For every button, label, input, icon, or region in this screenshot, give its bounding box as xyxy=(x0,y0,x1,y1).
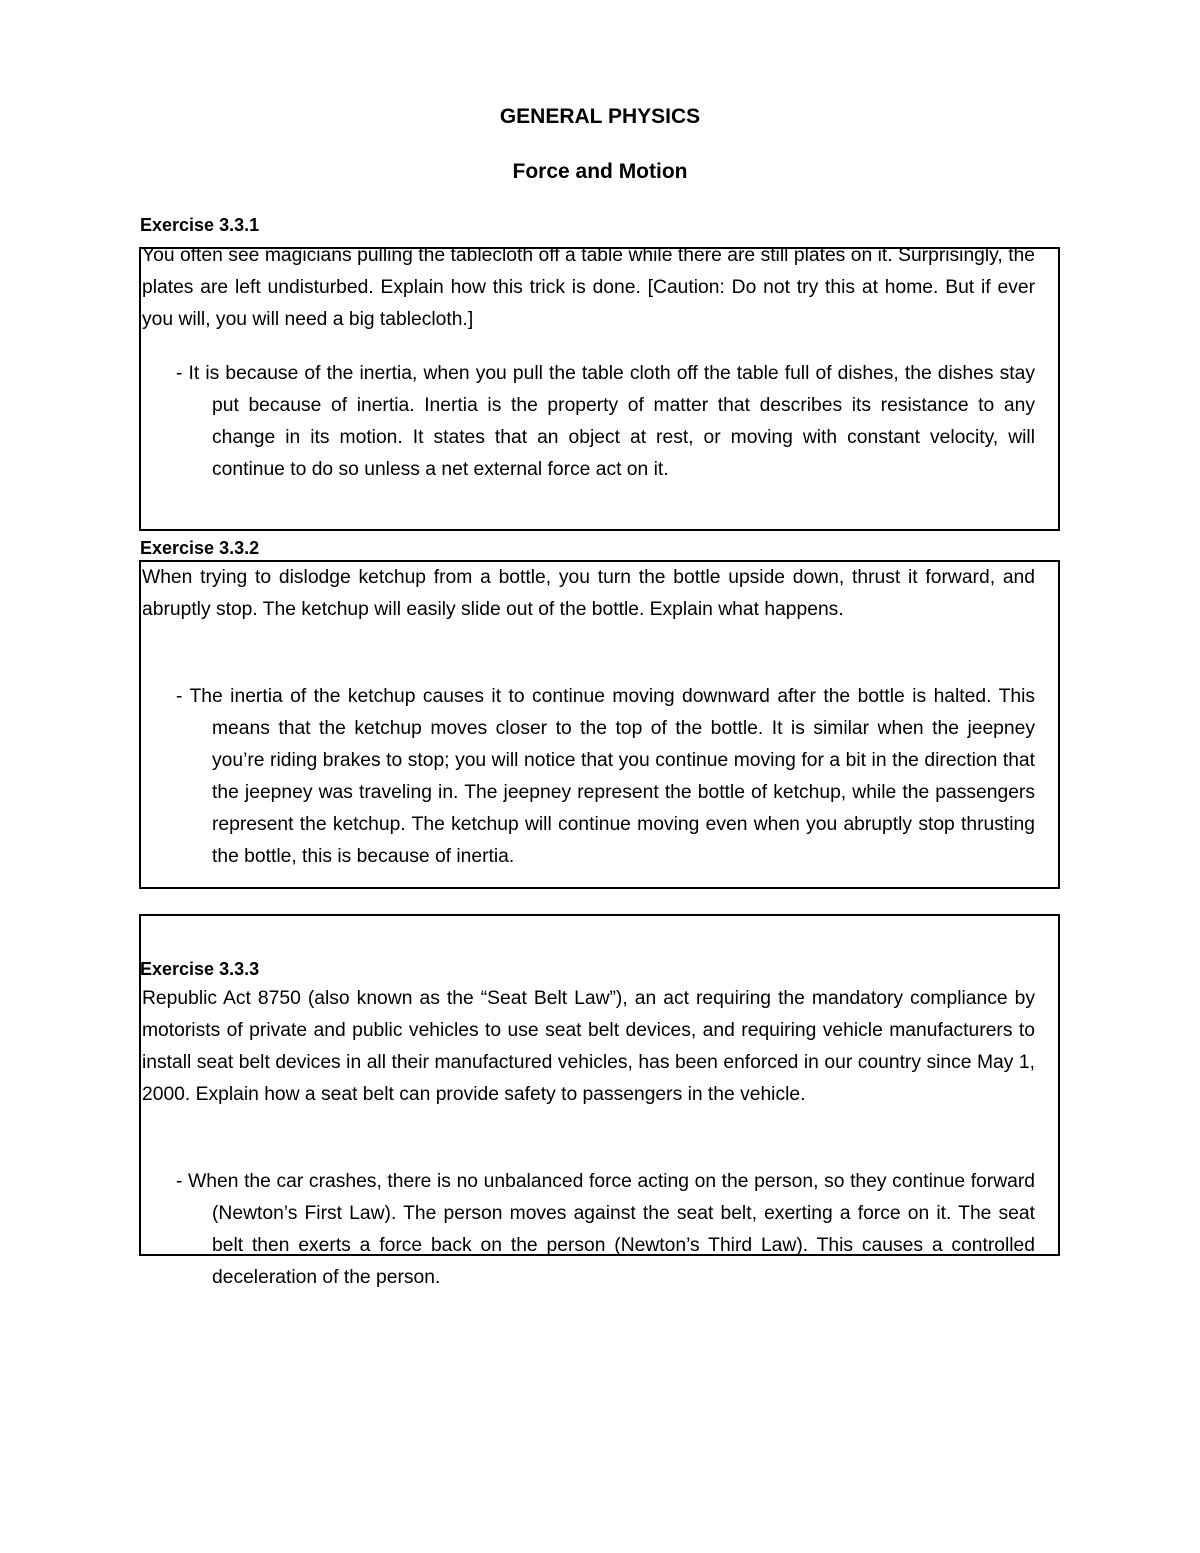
exercise-1-label: Exercise 3.3.1 xyxy=(140,215,260,235)
exercise-1-answer: - It is because of the inertia, when you pull the table cloth off the table full of dishes, the dishes stay put because of inertia. Inertia is the property of matter that describes its resistance to any change in its motion. It states that an object at rest, or moving with constant velocity, will continue to do so unless a net external force act on it. xyxy=(176,363,1035,480)
exercise-3-question: Republic Act 8750 (also known as the “Seat Belt Law”), an act requiring the mandatory compliance by motorists of private and public vehicles to use seat belt devices, and requiring vehicle manufacturers to install seat belt devices in all their manufactured vehicles, has been enforced in our country since May 1, 2000. Explain how a seat belt can provide safety to passengers in the vehicle. xyxy=(142,988,1035,1105)
exercise-2-label: Exercise 3.3.2 xyxy=(140,538,260,558)
exercise-2-answer: - The inertia of the ketchup causes it to continue moving downward after the bottle is halted. This means that the ketchup moves closer to the top of the bottle. It is similar when the jeepney you’re riding brakes to stop; you will notice that you continue moving for a bit in the direction that the jeepney was traveling in. The jeepney represent the bottle of ketchup, while the passengers represent the ketchup. The ketchup will continue moving even when you abruptly stop thrusting the bottle, this is because of inertia. xyxy=(176,686,1035,867)
exercise-3-label: Exercise 3.3.3 xyxy=(140,959,260,979)
document-title: GENERAL PHYSICS xyxy=(499,105,701,128)
exercise-3-answer: - When the car crashes, there is no unbalanced force acting on the person, so they continue forward (Newton’s First Law). The person moves against the seat belt, exerting a force on it. The seat belt then exerts a force back on the person (Newton’s Third Law). This causes a controlled deceleration of the person. xyxy=(176,1171,1035,1288)
document-subtitle: Force and Motion xyxy=(512,160,688,183)
exercise-2-question: When trying to dislodge ketchup from a bottle, you turn the bottle upside down, thrust it forward, and abruptly stop. The ketchup will easily slide out of the bottle. Explain what happens. xyxy=(142,567,1035,620)
exercise-1-question: You often see magicians pulling the tablecloth off a table while there are still plates on it. Surprisingly, the plates are left undisturbed. Explain how this trick is done. [Caution: Do not try this at home. But if ever you will, you will need a big tablecloth.] xyxy=(142,245,1035,330)
